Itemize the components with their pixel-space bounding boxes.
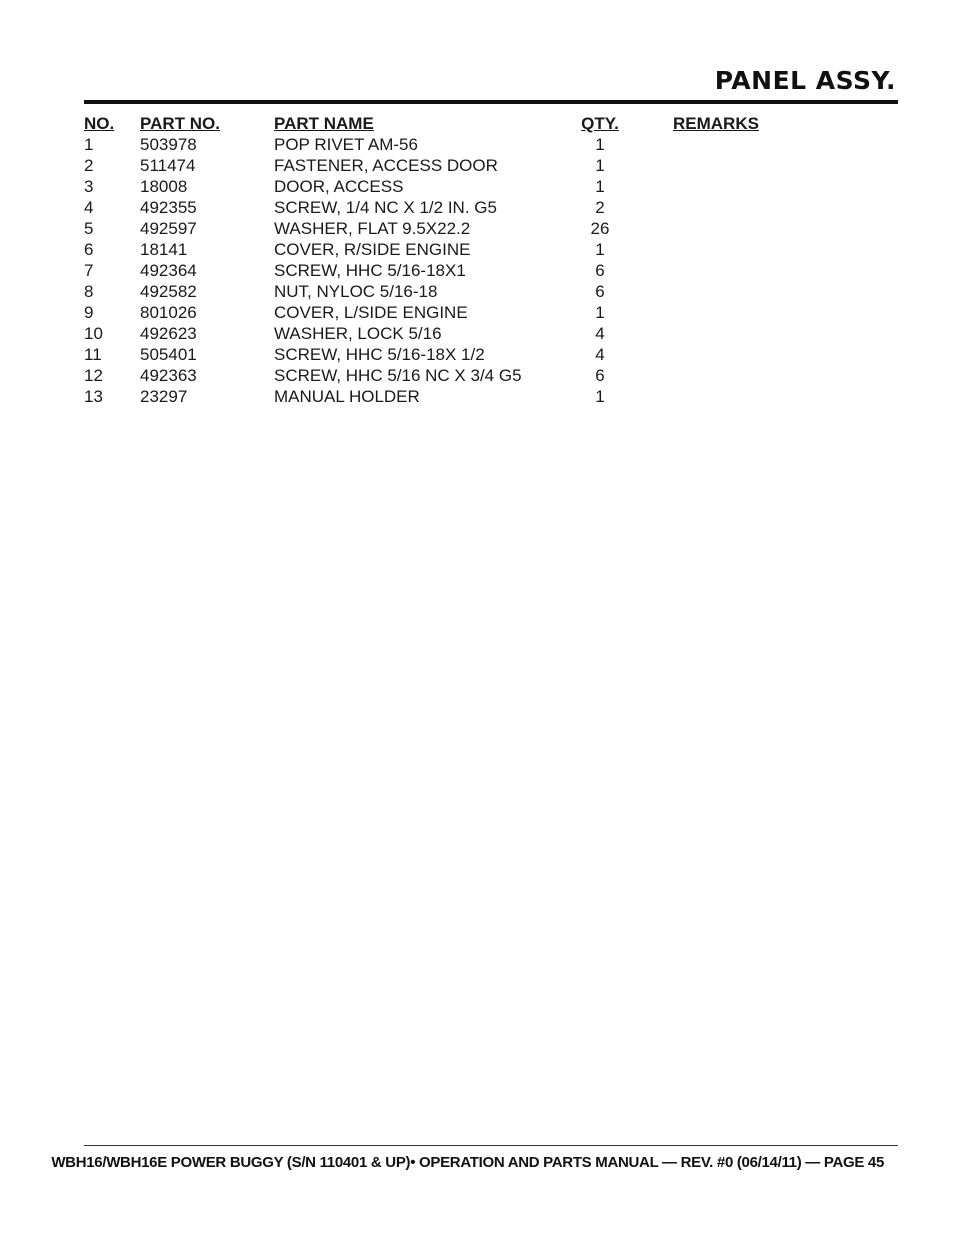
cell-no: 7	[84, 261, 94, 280]
cell-part-no: 492582	[140, 282, 197, 301]
cell-part-no: 503978	[140, 135, 197, 154]
cell-no: 6	[84, 240, 94, 259]
header-part-name: PART NAME	[274, 114, 374, 133]
cell-part-name: SCREW, HHC 5/16-18X1	[274, 261, 466, 280]
cell-part-no: 23297	[140, 387, 188, 406]
cell-part-name: MANUAL HOLDER	[274, 387, 420, 406]
table-header-row	[84, 113, 898, 134]
cell-part-name: NUT, NYLOC 5/16-18	[274, 282, 438, 301]
title-divider	[84, 100, 898, 104]
cell-part-no: 801026	[140, 303, 197, 322]
cell-qty: 6	[595, 282, 605, 301]
cell-no: 1	[84, 135, 94, 154]
cell-no: 3	[84, 177, 94, 196]
cell-part-no: 505401	[140, 345, 197, 364]
cell-part-name: WASHER, FLAT 9.5X22.2	[274, 219, 471, 238]
table-row	[84, 386, 898, 407]
table-row	[84, 302, 898, 323]
cell-qty: 1	[595, 240, 605, 259]
table-row	[84, 134, 898, 155]
header-remarks: REMARKS	[673, 114, 759, 133]
cell-qty: 6	[595, 261, 605, 280]
cell-no: 10	[84, 324, 103, 343]
table-row	[84, 197, 898, 218]
parts-table	[84, 113, 898, 407]
cell-part-no: 492597	[140, 219, 197, 238]
header-part-no: PART NO.	[140, 114, 220, 133]
cell-no: 11	[84, 345, 102, 364]
table-row	[84, 155, 898, 176]
cell-part-name: SCREW, HHC 5/16-18X 1/2	[274, 345, 485, 364]
cell-part-name: COVER, L/SIDE ENGINE	[274, 303, 468, 322]
cell-no: 8	[84, 282, 94, 301]
table-row	[84, 260, 898, 281]
table-row	[84, 365, 898, 386]
cell-qty: 6	[595, 366, 605, 385]
table-row	[84, 218, 898, 239]
cell-part-name: DOOR, ACCESS	[274, 177, 404, 196]
cell-no: 9	[84, 303, 94, 322]
cell-part-no: 18141	[140, 240, 188, 259]
header-qty: QTY.	[581, 114, 619, 133]
cell-qty: 1	[595, 135, 605, 154]
cell-no: 5	[84, 219, 94, 238]
table-row	[84, 323, 898, 344]
footer-divider	[84, 1145, 898, 1146]
cell-part-no: 492364	[140, 261, 197, 280]
cell-qty: 1	[595, 387, 605, 406]
cell-qty: 1	[595, 303, 605, 322]
page-title: PANEL ASSY.	[714, 66, 896, 95]
cell-part-name: POP RIVET AM-56	[274, 135, 418, 154]
table-row	[84, 281, 898, 302]
cell-qty: 26	[590, 219, 610, 238]
cell-part-no: 492355	[140, 198, 197, 217]
cell-part-no: 492623	[140, 324, 197, 343]
cell-part-name: SCREW, HHC 5/16 NC X 3/4 G5	[274, 366, 522, 385]
cell-part-no: 511474	[140, 156, 196, 175]
cell-part-name: WASHER, LOCK 5/16	[274, 324, 442, 343]
cell-qty: 2	[595, 198, 605, 217]
cell-part-no: 492363	[140, 366, 197, 385]
table-row	[84, 344, 898, 365]
cell-qty: 1	[595, 156, 605, 175]
cell-qty: 1	[595, 177, 605, 196]
cell-no: 13	[84, 387, 103, 406]
header-no: NO.	[84, 114, 115, 133]
page-footer: WBH16/WBH16E POWER BUGGY (S/N 110401 & UP)• OPERATION AND PARTS MANUAL — REV. #0 (06/14/11) — PAGE 45	[51, 1154, 884, 1171]
table-row	[84, 176, 898, 197]
cell-no: 4	[84, 198, 94, 217]
cell-part-name: SCREW, 1/4 NC X 1/2 IN. G5	[274, 198, 497, 217]
cell-no: 12	[84, 366, 103, 385]
cell-part-name: COVER, R/SIDE ENGINE	[274, 240, 471, 259]
cell-part-name: FASTENER, ACCESS DOOR	[274, 156, 498, 175]
cell-no: 2	[84, 156, 94, 175]
cell-qty: 4	[595, 324, 605, 343]
table-row	[84, 239, 898, 260]
cell-part-no: 18008	[140, 177, 188, 196]
cell-qty: 4	[595, 345, 605, 364]
